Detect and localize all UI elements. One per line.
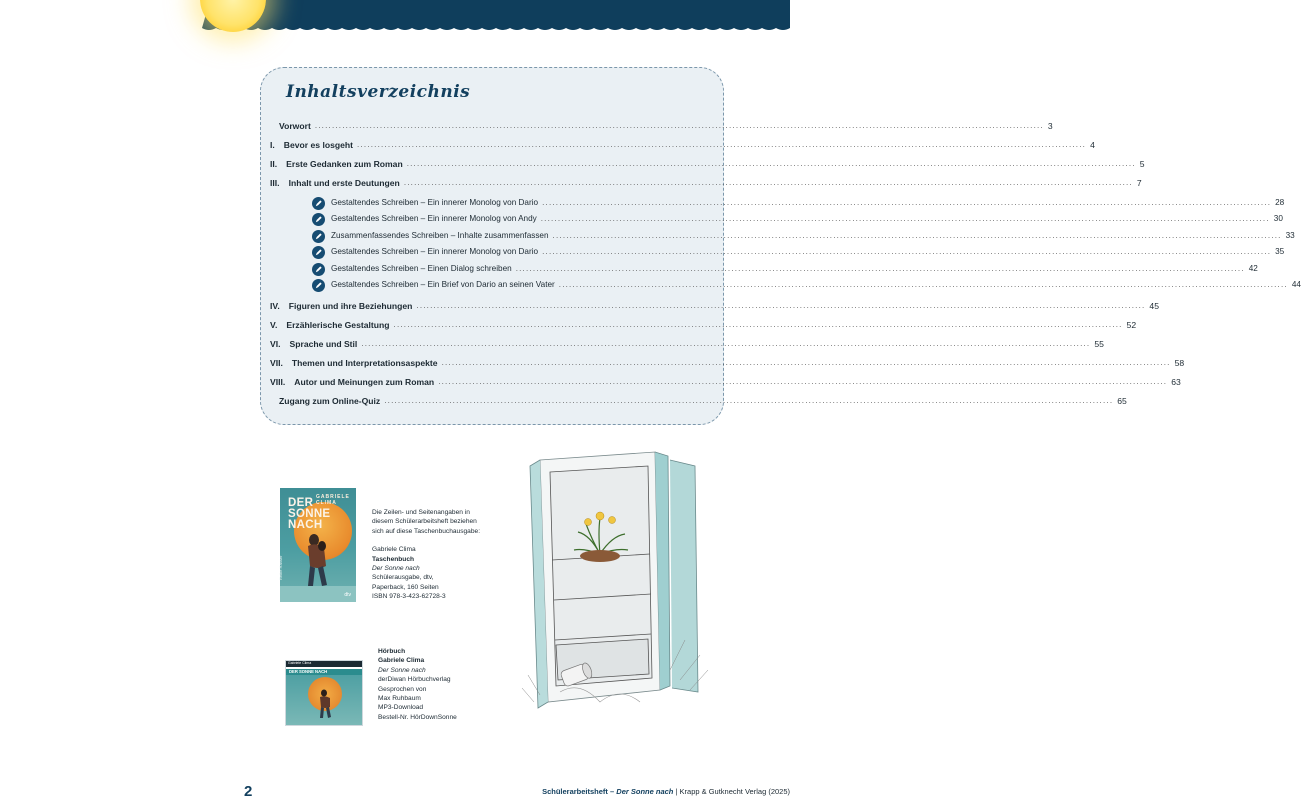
toc-entry-label: Figuren und ihre Beziehungen xyxy=(288,301,413,311)
toc-subentry-label: Zusammenfassendes Schreiben – Inhalte zusammenfassen xyxy=(331,231,549,240)
fridge-plant-illustration xyxy=(520,440,720,720)
toc-subentry xyxy=(270,278,1301,292)
book-author: Gabriele Clima xyxy=(372,546,416,554)
toc-entry-number: VII. xyxy=(270,358,283,368)
toc-leader-dots xyxy=(553,229,1282,243)
toc-entry-number: VI. xyxy=(270,339,281,349)
toc-leader-dots xyxy=(438,375,1167,389)
audio-cover-figures xyxy=(316,689,334,719)
cover-publisher: dtv xyxy=(344,592,351,598)
audiobook-narrator: Max Ruhbaum xyxy=(378,695,421,703)
audiobook-spoken-by: Gesprochen von xyxy=(378,685,427,693)
footer-publisher: | Krapp & Gutknecht Verlag (2025) xyxy=(675,787,790,796)
toc-page-number: 45 xyxy=(1149,301,1159,311)
toc-subentry-label: Gestaltendes Schreiben – Einen Dialog schreiben xyxy=(331,264,512,273)
toc-entry-number: V. xyxy=(270,320,278,330)
audiobook-format: MP3-Download xyxy=(378,704,424,712)
cover-title-line: SONNE xyxy=(288,508,331,520)
book-isbn: ISBN 978-3-423-62728-3 xyxy=(372,593,446,601)
toc-leader-dots xyxy=(384,394,1113,408)
toc-page-number: 55 xyxy=(1094,339,1104,349)
toc-subentry-label: Gestaltendes Schreiben – Ein innerer Monolog von Dario xyxy=(331,247,539,256)
book-edition: Schülerausgabe, dtv, xyxy=(372,574,434,582)
cover-figures-illustration xyxy=(300,532,332,590)
toc-page-number: 63 xyxy=(1171,377,1181,387)
toc-entry-label: Bevor es losgeht xyxy=(283,140,354,150)
pencil-icon xyxy=(312,263,325,276)
audiobook-author: Gabriele Clima xyxy=(378,657,425,665)
toc-entry xyxy=(270,119,1053,133)
audiobook-order-number: Bestell-Nr. HörDownSonne xyxy=(378,713,457,721)
cover-title-line: DER xyxy=(288,497,314,509)
toc-subentry-label: Gestaltendes Schreiben – Ein innerer Monolog von Andy xyxy=(331,214,537,223)
toc-subentry xyxy=(270,212,1283,226)
toc-page-number: 52 xyxy=(1126,320,1137,330)
toc-page-number: 42 xyxy=(1248,264,1258,273)
toc-subentry xyxy=(270,196,1285,210)
toc-subentry xyxy=(270,262,1258,276)
toc-leader-dots xyxy=(541,212,1270,226)
toc-leader-dots xyxy=(394,318,1123,332)
toc-entry-label: Erzählerische Gestaltung xyxy=(286,320,390,330)
toc-entry-label: Sprache und Stil xyxy=(289,339,358,349)
book-title: Der Sonne nach xyxy=(372,565,420,573)
toc-subentry-label: Gestaltendes Schreiben – Ein innerer Monolog von Dario xyxy=(331,198,539,207)
toc-entry xyxy=(270,299,1159,313)
toc-entry-number: IV. xyxy=(270,301,280,311)
toc-entry-label: Zugang zum Online-Quiz xyxy=(279,396,381,406)
toc-entry xyxy=(270,337,1104,351)
toc-leader-dots xyxy=(442,356,1171,370)
toc-entry-label: Inhalt und erste Deutungen xyxy=(288,178,400,188)
toc-page-number: 58 xyxy=(1174,358,1185,368)
toc-entry xyxy=(270,157,1145,171)
book-format: Paperback, 160 Seiten xyxy=(372,583,439,591)
toc-page-number: 65 xyxy=(1117,396,1127,406)
audiobook-heading: Hörbuch xyxy=(378,648,406,655)
toc-entry-number: III. xyxy=(270,178,280,188)
toc-leader-dots xyxy=(542,196,1271,210)
cover-title xyxy=(288,498,330,531)
book-cover xyxy=(280,488,356,602)
book-note: Die Zeilen- und Seitenangaben in xyxy=(372,509,470,516)
audiobook-title: Der Sonne nach xyxy=(378,666,426,674)
toc-entry xyxy=(270,176,1142,190)
toc-entry-number: I. xyxy=(270,140,275,150)
toc-entry-label: Autor und Meinungen zum Roman xyxy=(294,377,435,387)
audio-cover-title: DER SONNE NACH xyxy=(289,669,328,674)
toc-leader-dots xyxy=(404,176,1133,190)
audiobook-cover xyxy=(285,660,363,726)
toc-leader-dots xyxy=(315,119,1044,133)
footer-credit xyxy=(542,787,790,796)
audiobook-info xyxy=(378,647,518,722)
toc-entry-label: Themen und Interpretationsaspekte xyxy=(291,358,438,368)
toc-leader-dots xyxy=(361,337,1090,351)
book-info xyxy=(372,508,512,602)
toc-entry xyxy=(270,138,1095,152)
page-number: 2 xyxy=(244,783,253,800)
toc-leader-dots xyxy=(516,262,1245,276)
toc-entry-label: Vorwort xyxy=(279,121,311,131)
toc-page-number: 35 xyxy=(1275,247,1285,256)
toc-page-number: 33 xyxy=(1285,231,1295,240)
toc-entry-number: VIII. xyxy=(270,377,286,387)
toc-page-number: 4 xyxy=(1090,140,1095,150)
header-wave-band xyxy=(210,0,790,48)
audio-cover-author: Gabriele Clima xyxy=(288,661,312,665)
toc-leader-dots xyxy=(357,138,1086,152)
toc-entry-label: Erste Gedanken zum Roman xyxy=(286,159,403,169)
pencil-icon xyxy=(312,279,325,292)
pencil-icon xyxy=(312,197,325,210)
toc-entry-number: II. xyxy=(270,159,278,169)
toc-entry xyxy=(270,318,1137,332)
pencil-icon xyxy=(312,230,325,243)
footer-series: Schülerarbeitsheft – xyxy=(542,787,615,796)
toc-page-number: 3 xyxy=(1047,121,1053,131)
book-note: sich auf diese Taschenbuchausgabe: xyxy=(372,527,481,535)
toc-page-number: 5 xyxy=(1139,159,1145,169)
toc-subentry xyxy=(270,245,1285,259)
book-type: Taschenbuch xyxy=(372,555,415,563)
toc-leader-dots xyxy=(542,245,1271,259)
toc-leader-dots xyxy=(407,157,1136,171)
toc-leader-dots xyxy=(416,299,1145,313)
book-note: diesem Schülerarbeitsheft beziehen xyxy=(372,518,477,526)
toc-leader-dots xyxy=(559,278,1288,292)
audiobook-publisher: derDiwan Hörbuchverlag xyxy=(378,676,451,684)
toc-entry xyxy=(270,356,1185,370)
pencil-icon xyxy=(312,246,325,259)
pencil-icon xyxy=(312,213,325,226)
cover-author: GABRIELE CLIMA xyxy=(316,494,350,506)
toc-subentry xyxy=(270,229,1295,243)
toc-entry xyxy=(270,394,1127,408)
toc-page-number: 44 xyxy=(1291,280,1301,289)
toc-title: Inhaltsverzeichnis xyxy=(286,82,471,102)
toc-page-number: 7 xyxy=(1136,178,1142,188)
cover-series: Reihe Hanser xyxy=(278,555,283,580)
toc-page-number: 30 xyxy=(1273,214,1283,223)
toc-subentry-label: Gestaltendes Schreiben – Ein Brief von Dario an seinen Vater xyxy=(331,280,555,289)
toc-page-number: 28 xyxy=(1275,198,1285,207)
footer-title: Der Sonne nach xyxy=(616,787,674,796)
toc-entry xyxy=(270,375,1181,389)
cover-title-line: NACH xyxy=(288,519,323,531)
